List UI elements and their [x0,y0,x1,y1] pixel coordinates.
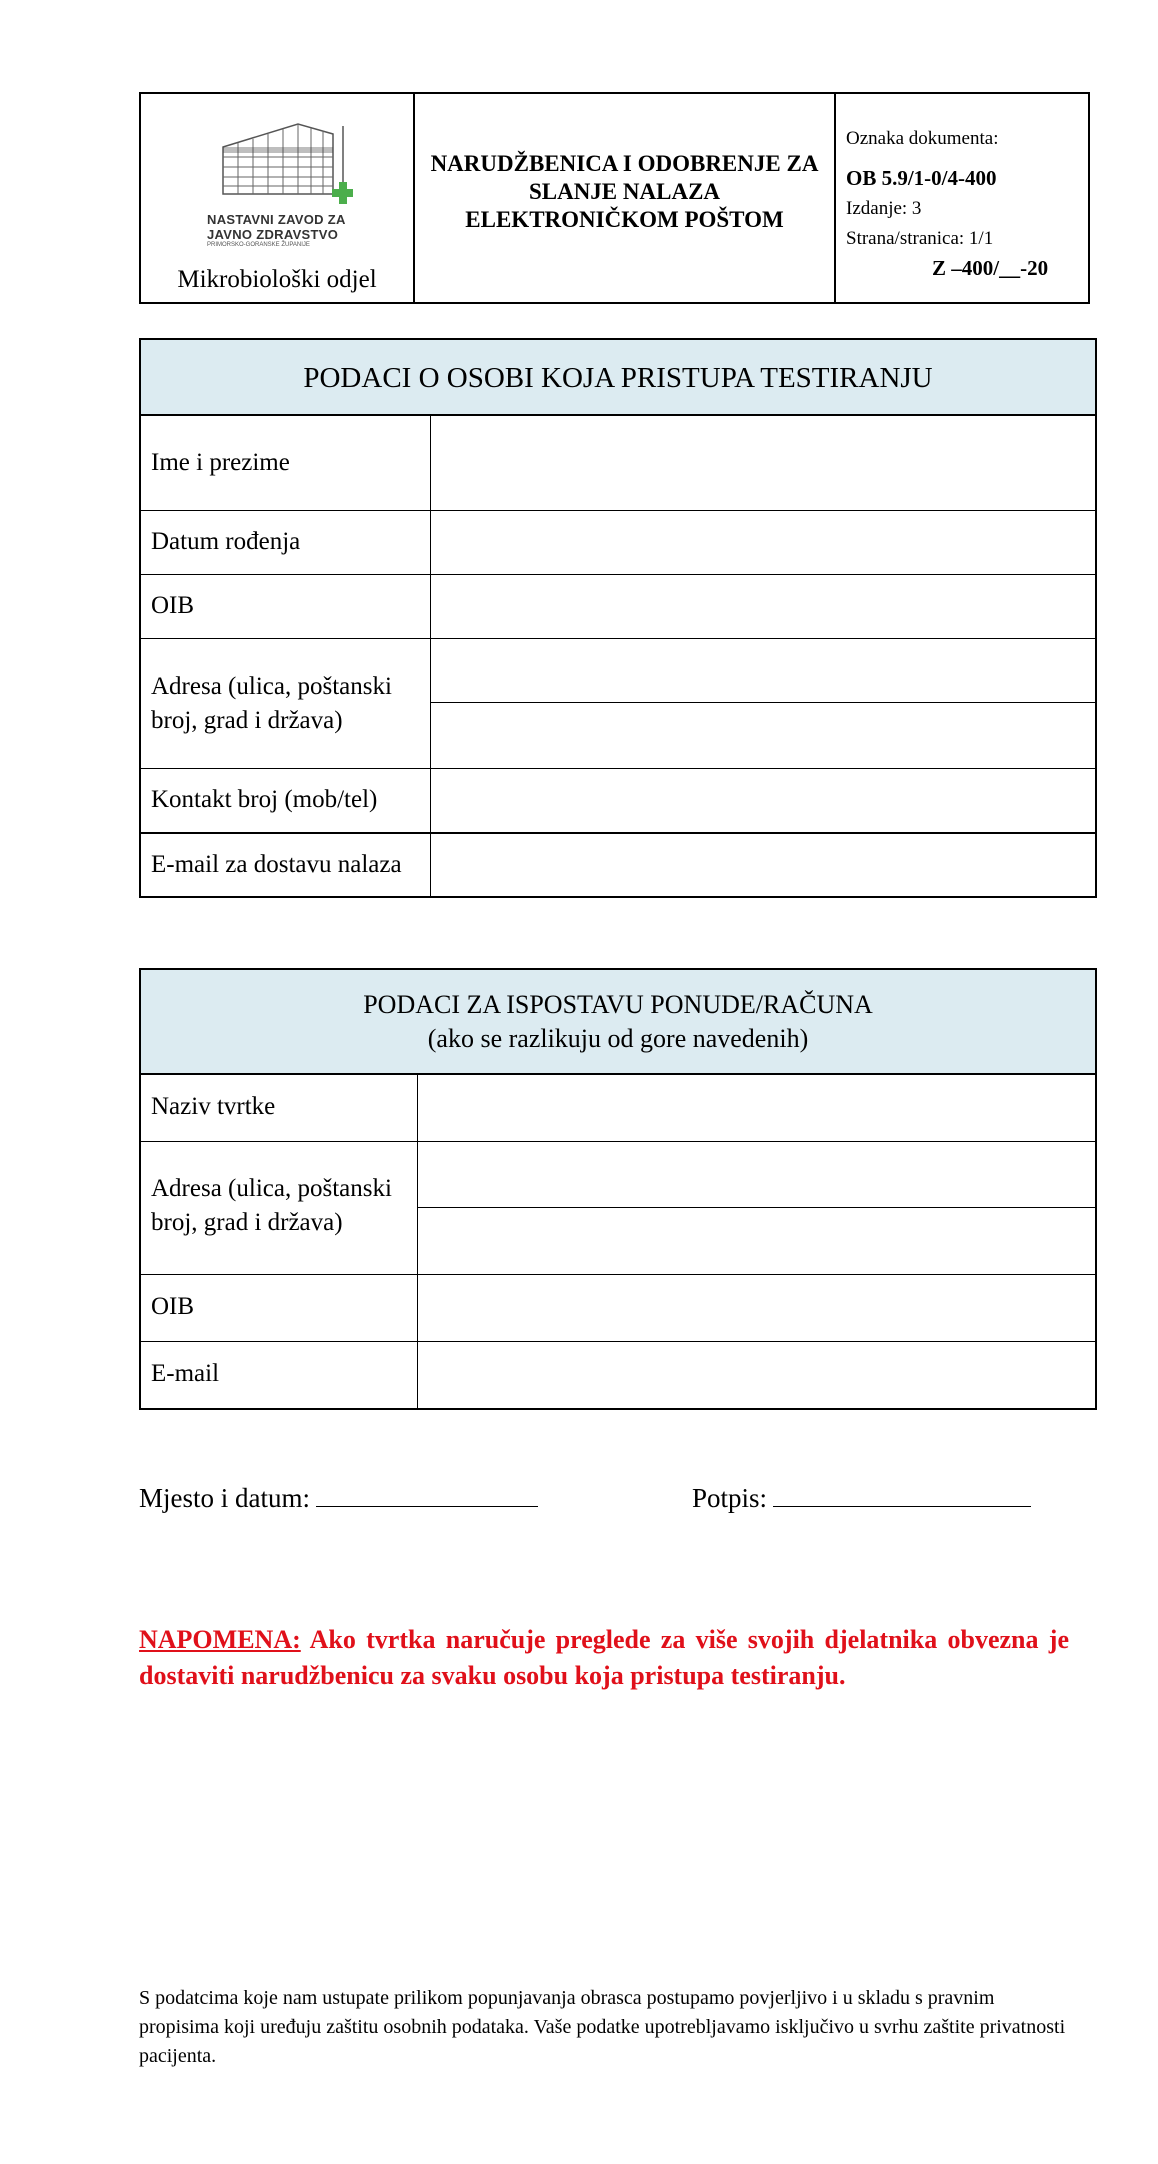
edition: Izdanje: 3 [846,198,922,219]
address-field-line-1[interactable] [432,640,1095,702]
logo-wordmark [207,212,346,242]
institute-logo-icon [203,112,353,212]
department-name: Mikrobiološki odjel [177,266,377,293]
place-date-label: Mjesto i datum: [139,1483,310,1513]
page-number: Strana/stranica: 1/1 [846,228,994,249]
header-logo-cell [141,94,415,302]
person-data-table [139,338,1097,898]
row-divider [141,1274,1095,1275]
date-of-birth-field[interactable] [432,512,1095,574]
row-divider [430,702,1095,703]
row-divider [417,1207,1095,1208]
row-divider [141,1141,1095,1142]
label-contact-number: Kontakt broj (mob/tel) [151,786,378,813]
header-title-cell [415,94,836,302]
note-text: Ako tvrtka naručuje preglede za više svojih djelatnika obvezna je dostaviti narudžbenicu za svaku osobu koja pristupa testiranju. [139,1625,1069,1690]
logo-subtitle: PRIMORSKO-GORANSKE ŽUPANIJE [207,242,310,248]
place-date-field[interactable] [316,1480,538,1507]
person-data-title: PODACI O OSOBI KOJA PRISTUPA TESTIRANJU [303,362,933,394]
billing-address-field-line-2[interactable] [419,1209,1095,1274]
full-name-field[interactable] [432,418,1095,510]
privacy-footer: S podatcima koje nam ustupate prilikom popunjavanja obrasca postupamo povjerljivo i u skladu s pravnim propisima koji uređuju zaštitu osobnih podataka. Vaše podatke upotrebljavamo isključivo u svrhu zaštite privatnosti pacijenta. [139,1987,1066,2067]
billing-email-field[interactable] [419,1343,1095,1408]
note-keyword: NAPOMENA: [139,1625,301,1654]
label-date-of-birth: Datum rođenja [151,528,301,555]
label-full-name: Ime i prezime [151,449,290,476]
label-email-results: E-mail za dostavu nalaza [151,851,402,878]
contact-number-field[interactable] [432,770,1095,832]
company-name-field[interactable] [419,1077,1095,1141]
column-divider [430,416,431,898]
label-billing-address-line-2: broj, grad i država) [151,1209,343,1236]
label-address-line-1: Adresa (ulica, poštanski [151,673,392,700]
billing-address-field-line-1[interactable] [419,1143,1095,1207]
document-header [139,92,1090,304]
signature-field[interactable] [773,1480,1031,1507]
oib-field[interactable] [432,576,1095,638]
email-results-field[interactable] [432,834,1095,896]
row-divider [141,1341,1095,1342]
doc-label: Oznaka dokumenta: [846,128,999,149]
label-billing-oib: OIB [151,1293,195,1320]
billing-title-line-2: (ako se razlikuju od gore navedenih) [427,1024,809,1053]
row-divider [141,574,1095,575]
form-number: Z –400/__-20 [932,256,1049,280]
label-address-line-2: broj, grad i država) [151,707,343,734]
signature-label: Potpis: [692,1483,768,1513]
billing-data-header [141,970,1095,1075]
person-data-header [141,340,1095,416]
label-oib: OIB [151,592,195,619]
header-meta-cell [836,94,1088,302]
column-divider [417,1075,418,1410]
label-company-name: Naziv tvrtke [151,1093,276,1120]
row-divider [141,768,1095,769]
logo-line-1: NASTAVNI ZAVOD ZA [207,212,346,227]
billing-oib-field[interactable] [419,1276,1095,1341]
document-title: NARUDŽBENICA I ODOBRENJE ZA SLANJE NALAZA ELEKTRONIČKOM POŠTOM [430,151,819,232]
place-date-block [139,1480,538,1514]
signature-block [692,1480,1031,1514]
doc-code: OB 5.9/1-0/4-400 [846,166,997,190]
note-block [139,1622,1069,1694]
label-billing-email: E-mail [151,1360,220,1387]
address-field-line-2[interactable] [432,704,1095,768]
billing-data-table [139,968,1097,1410]
row-divider [141,510,1095,511]
logo-line-2: JAVNO ZDRAVSTVO [207,227,339,242]
row-divider [141,638,1095,639]
label-billing-address-line-1: Adresa (ulica, poštanski [151,1175,392,1202]
billing-title-line-1: PODACI ZA ISPOSTAVU PONUDE/RAČUNA [363,990,873,1019]
